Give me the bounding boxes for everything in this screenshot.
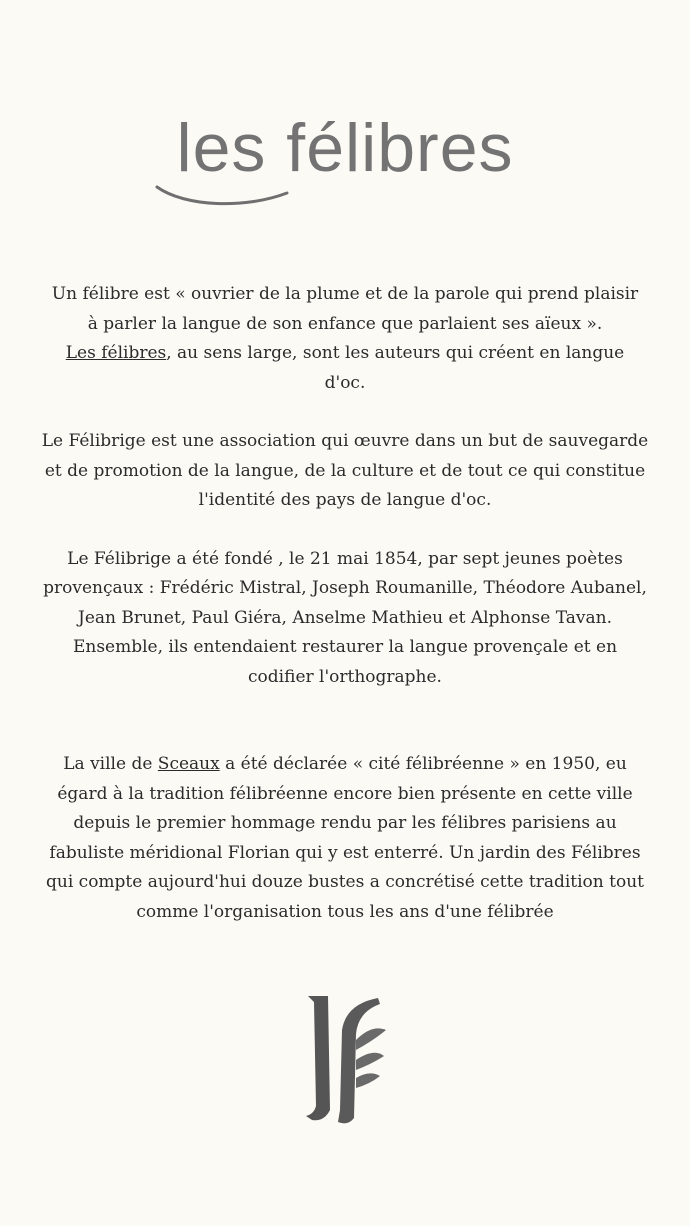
paragraph-felibrige-foundation: Le Félibrige a été fondé , le 21 mai 1854, par sept jeunes poètes provençaux : Frédéric Mistral, Joseph Roumanille, Théodore Aubanel, Jean Brunet, Paul Giéra, Anselme Mathieu et Alphonse Tavan. Ensemble, ils entendaient restaurer la langue provençale et en codifier l'orthographe. xyxy=(43,548,647,687)
title-swoosh-icon xyxy=(155,165,295,215)
intro-text xyxy=(40,280,650,927)
les-felibres-link[interactable]: Les félibres xyxy=(65,343,167,363)
paragraph-felibrige-association: Le Félibrige est une association qui œuvre dans un but de sauvegarde et de promotion de la langue, de la culture et de tout ce qui constitue l'identité des pays de langue d'oc. xyxy=(41,431,649,510)
site-title: les félibres xyxy=(176,110,514,186)
paragraph-felibre-definition: Un félibre est « ouvrier de la plume et de la parole qui prend plaisir à parler la langue de son enfance que parlaient ses aïeux ». Les félibres, au sens large, sont les auteurs qui créent en langue d'oc. xyxy=(51,284,639,393)
sceaux-link[interactable]: Sceaux xyxy=(157,754,220,774)
site-title-logo xyxy=(0,100,690,220)
paragraph-sceaux: La ville de Sceaux a été déclarée « cité félibréenne » en 1950, eu égard à la tradition félibréenne encore bien présente en cette ville depuis le premier hommage rendu par les félibres parisiens au fabuliste méridional Florian qui y est enterré. Un jardin des Félibres qui compte aujourd'hui douze bustes a concrétisé cette tradition tout comme l'organisation tous les ans d'une félibrée xyxy=(46,754,644,922)
lf-monogram-icon xyxy=(300,990,390,1130)
